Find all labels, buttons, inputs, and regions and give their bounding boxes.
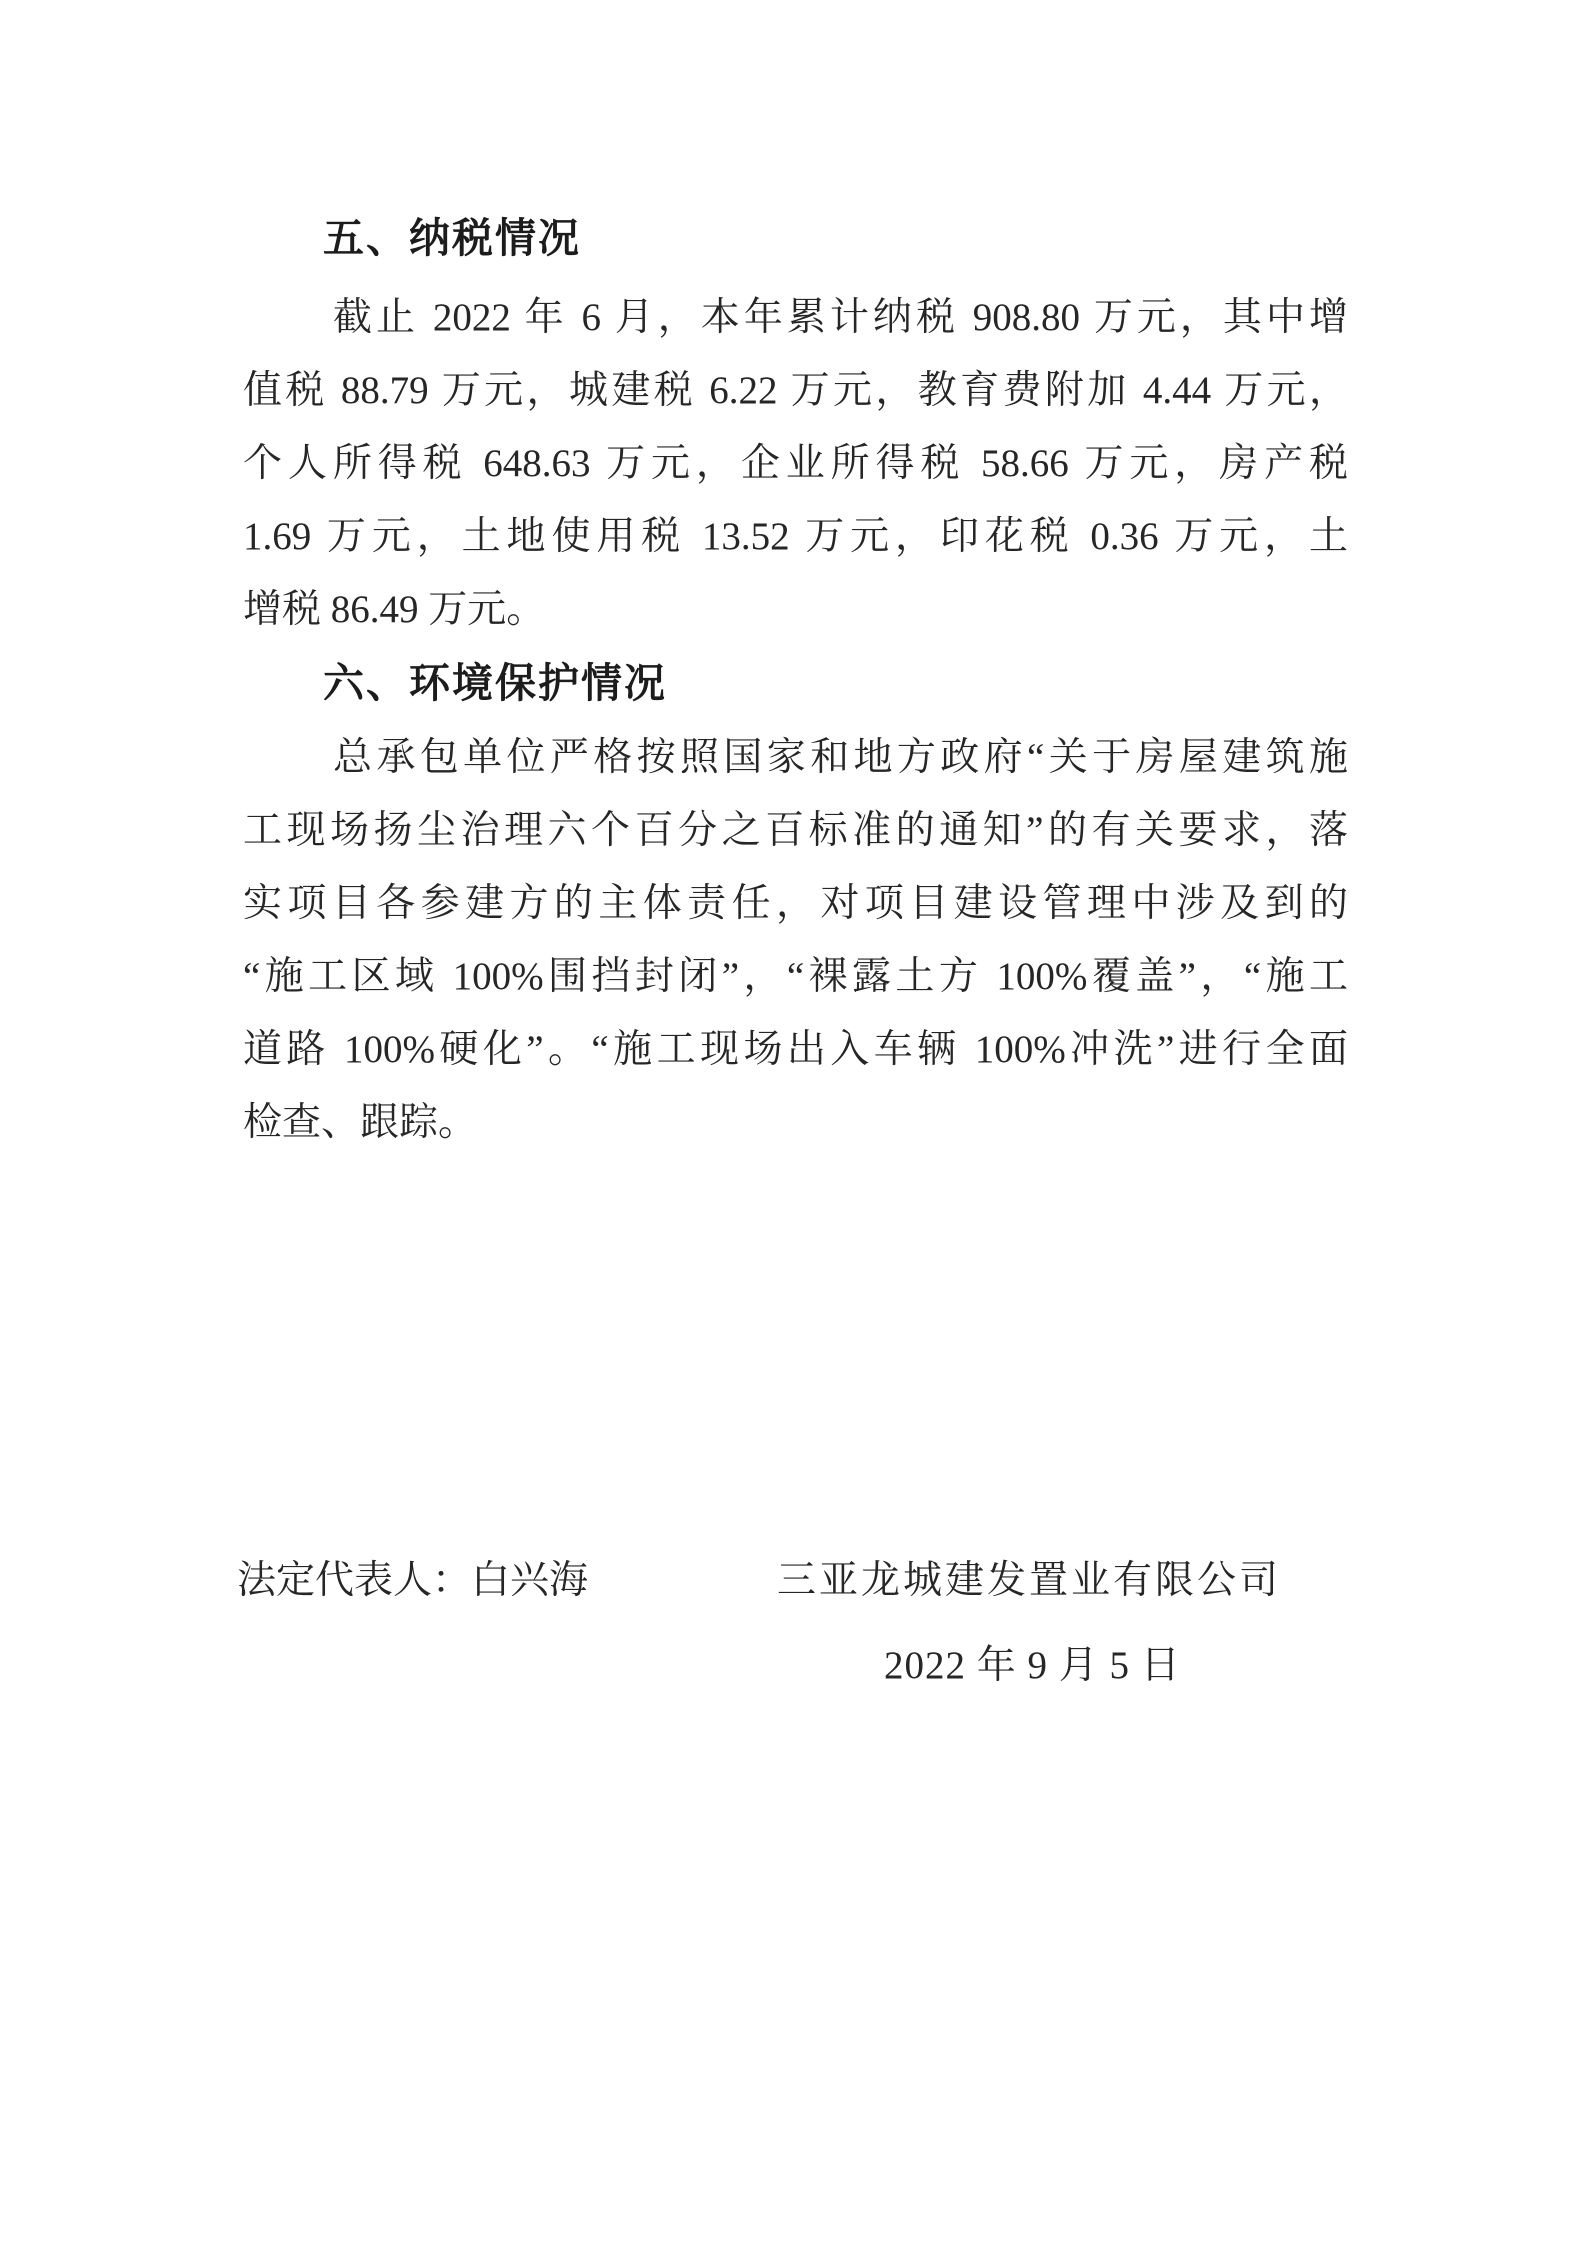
text-line: “施工区域 100%围挡封闭”，“裸露土方 100%覆盖”，“施工 (243, 955, 1348, 998)
text-line: 道路 100%硬化”。“施工现场出入车辆 100%冲洗”进行全面 (243, 1028, 1348, 1071)
text-line: 工现场扬尘治理六个百分之百标准的通知”的有关要求，落 (243, 809, 1348, 852)
text-line: 截止 2022 年 6 月，本年累计纳税 908.80 万元，其中增 (333, 296, 1348, 339)
company-name: 三亚龙城建发置业有限公司 (777, 1559, 1282, 1602)
section-heading-tax: 五、纳税情况 (323, 215, 581, 261)
document-date: 2022 年 9 月 5 日 (884, 1644, 1181, 1687)
text-line: 1.69 万元，土地使用税 13.52 万元，印花税 0.36 万元，土 (243, 515, 1348, 558)
text-line: 检查、跟踪。 (243, 1101, 478, 1144)
text-line: 个人所得税 648.63 万元，企业所得税 58.66 万元，房产税 (243, 442, 1348, 485)
text-line: 值税 88.79 万元，城建税 6.22 万元，教育费附加 4.44 万元， (243, 369, 1348, 412)
date-row (243, 1629, 1348, 1702)
tax-paragraph (243, 281, 1348, 646)
text-line: 增税 86.49 万元。 (243, 588, 546, 631)
environment-paragraph (243, 721, 1348, 1159)
section-heading-environment: 六、环境保护情况 (323, 660, 667, 706)
text-line: 总承包单位严格按照国家和地方政府“关于房屋建筑施 (333, 736, 1348, 779)
signature-row (237, 1544, 1348, 1617)
legal-representative: 法定代表人：白兴海 (237, 1559, 589, 1602)
text-line: 实项目各参建方的主体责任，对项目建设管理中涉及到的 (243, 882, 1348, 925)
